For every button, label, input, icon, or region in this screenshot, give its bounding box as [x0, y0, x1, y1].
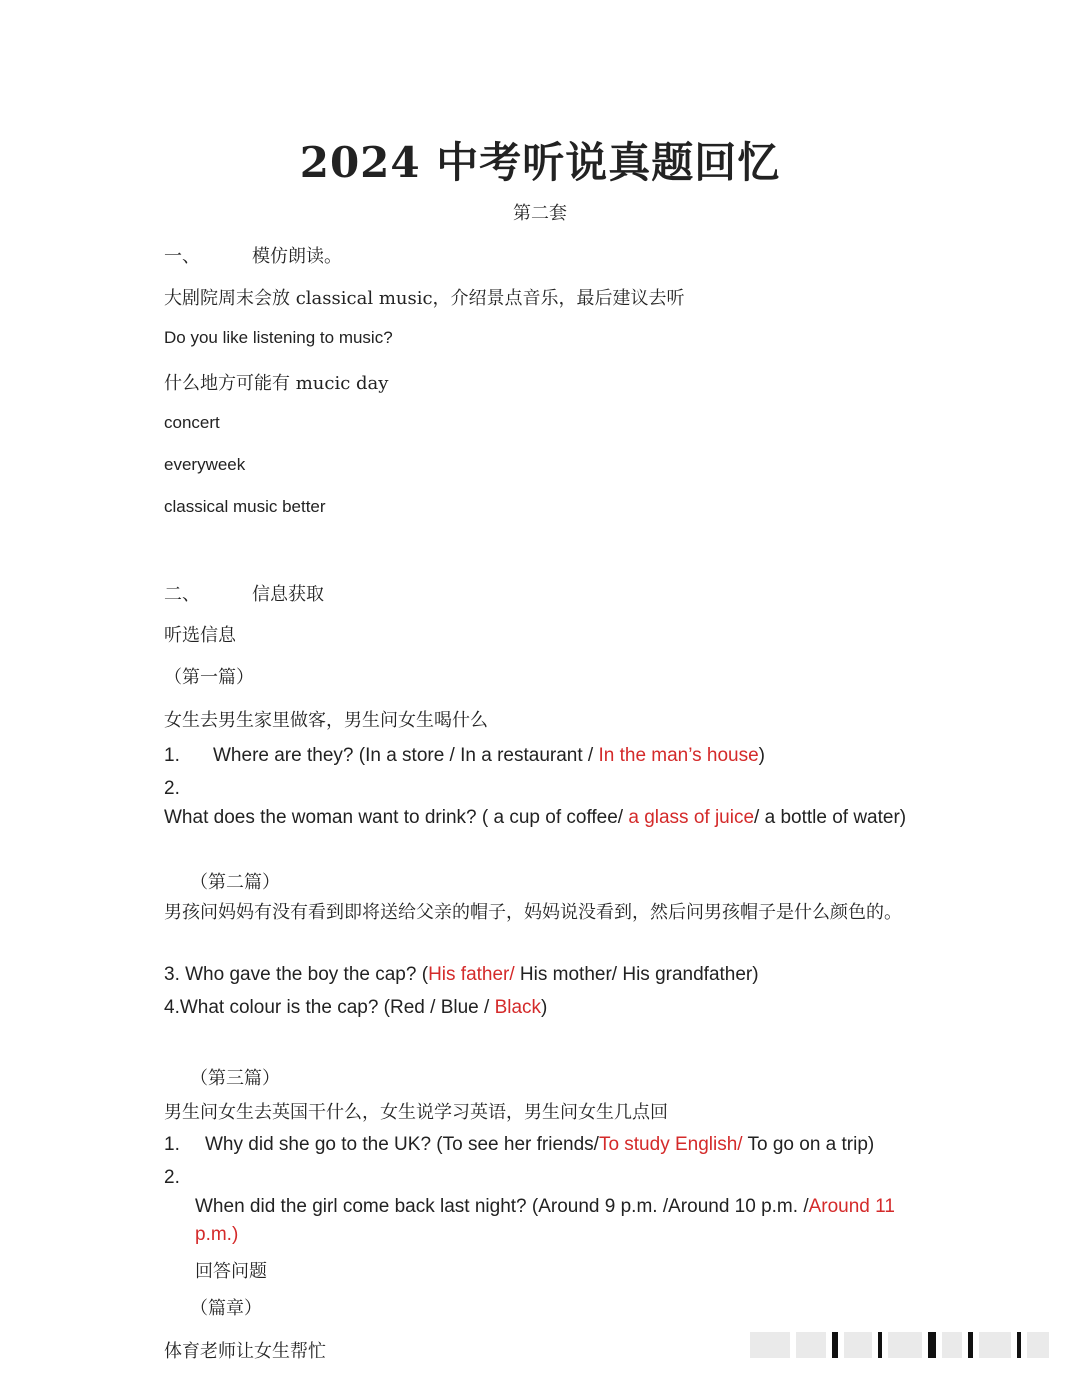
question-end: ) [541, 997, 548, 1018]
question-text: Why did she go to the UK? (To see her friends/ [205, 1134, 599, 1155]
question-end: To go on a trip) [742, 1134, 875, 1155]
question-text: Where are they? (In a store / In a restaurant / [213, 745, 599, 766]
section-1-line-3: 什么地方可能有 mucic day [164, 373, 389, 394]
part-3-desc: 男生问女生去英国干什么，女生说学习英语，男生问女生几点回 [164, 1102, 668, 1123]
part-3-question-2 [195, 1193, 915, 1249]
question-text: 4.What colour is the cap? (Red / Blue / [164, 997, 495, 1018]
section-1-line-1: 大剧院周末会放 classical music，介绍景点音乐，最后建议去听 [164, 288, 685, 309]
section-1-line-4: concert [164, 413, 220, 432]
part-2-desc: 男孩问妈妈有没有看到即将送给父亲的帽子，妈妈说没看到，然后问男孩帽子是什么颜色的。 [164, 902, 902, 923]
chapter-label: （篇章） [190, 1298, 262, 1319]
section-1-number: 一、 [164, 246, 200, 267]
correct-answer: Around 11 p.m.) [195, 1196, 895, 1245]
section-2-sub: 听选信息 [164, 625, 236, 646]
correct-answer: To study English/ [598, 1134, 743, 1155]
part-1-question-2-number: 2. [164, 778, 180, 799]
section-1-line-2: Do you like listening to music? [164, 328, 393, 347]
question-text: 3. Who gave the boy the cap? ( [164, 964, 429, 985]
part-1-label: （第一篇） [164, 667, 254, 688]
part-2-question-4 [164, 997, 547, 1019]
watermark-strip [750, 1325, 1060, 1365]
answer-section-heading: 回答问题 [195, 1261, 267, 1282]
question-text: What does the woman want to drink? ( a cup of coffee/ [164, 807, 629, 828]
question-end: ) [758, 745, 765, 766]
part-3-question-1 [164, 1134, 874, 1156]
question-end: His mother/ His grandfather) [514, 964, 759, 985]
correct-answer: a glass of juice [628, 807, 755, 828]
correct-answer: His father/ [428, 964, 515, 985]
chapter-desc: 体育老师让女生帮忙 [164, 1341, 326, 1362]
part-2-label: （第二篇） [190, 872, 280, 893]
part-1-desc: 女生去男生家里做客，男生问女生喝什么 [164, 710, 488, 731]
section-1-heading [164, 242, 342, 268]
part-3-question-2-number: 2. [164, 1167, 180, 1188]
part-1-question-1 [164, 745, 765, 767]
page-title: 2024 中考听说真题回忆 [299, 138, 781, 187]
correct-answer: In the man’s house [598, 745, 759, 766]
page-subtitle: 第二套 [513, 203, 567, 224]
question-number: 1. [164, 745, 180, 766]
section-2-number: 二、 [164, 584, 200, 605]
part-1-question-2 [164, 804, 924, 832]
section-1-title: 模仿朗读。 [252, 246, 342, 267]
part-3-label: （第三篇） [190, 1068, 280, 1089]
question-number: 1. [164, 1134, 180, 1155]
part-2-question-3 [164, 964, 759, 986]
section-1-line-6: classical music better [164, 497, 326, 516]
section-2-title: 信息获取 [252, 584, 324, 605]
question-end: / a bottle of water) [754, 807, 907, 828]
section-1-line-5: everyweek [164, 455, 246, 474]
question-text: When did the girl come back last night? (Around 9 p.m. /Around 10 p.m. / [195, 1196, 809, 1217]
section-2-heading [164, 580, 324, 606]
correct-answer: Black [494, 997, 542, 1018]
